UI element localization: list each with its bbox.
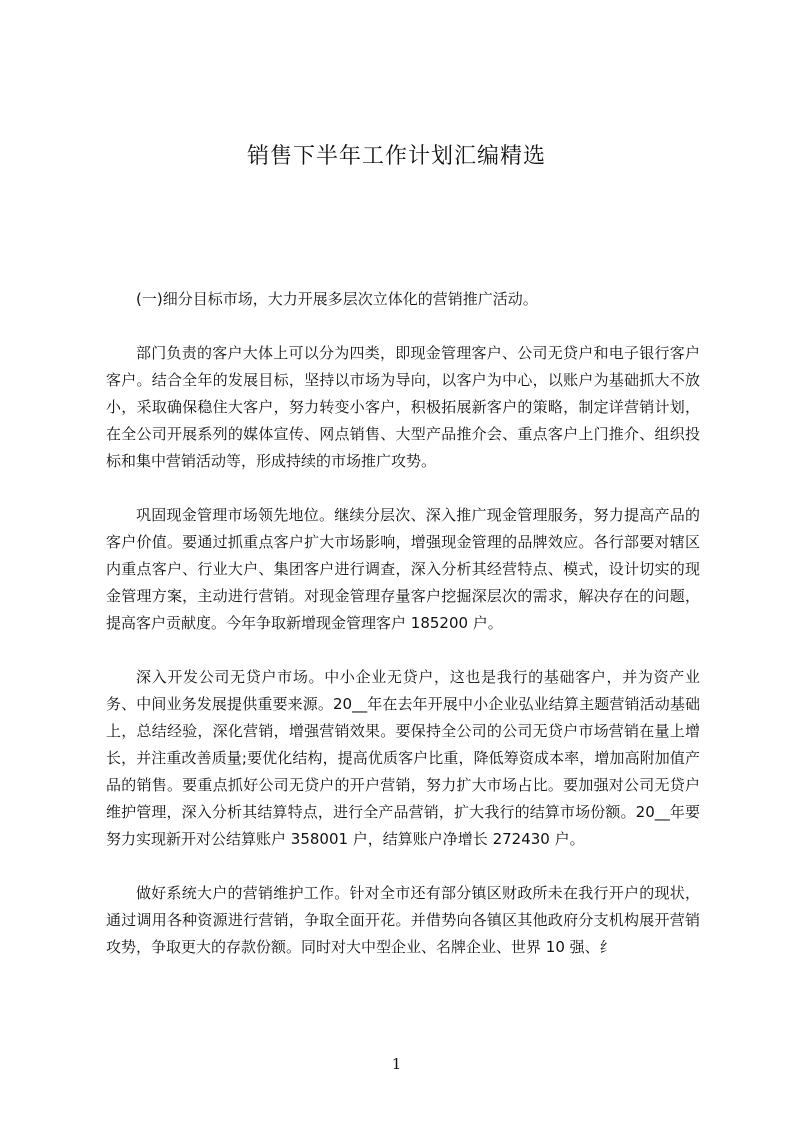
paragraph-cash-management: 巩固现金管理市场领先地位。继续分层次、深入推广现金管理服务，努力提高产品的客户价值。要通过抓重点客户扩大市场影响，增强现金管理的品牌效应。各行部要对辖区内重点客户、行业大户、集团客户进行调查，深入分析其经营特点、模式，设计切实的现金管理方案，主动进行营销。对现金管理存量客户挖掘深层次的需求，解决存在的问题，提高客户贡献度。今年争取新增现金管理客户 185200 户。 (106, 506, 700, 632)
paragraph-no-loan-customers: 深入开发公司无贷户市场。中小企业无贷户，这也是我行的基础客户，并为资产业务、中间业务发展提供重要来源。20__年在去年开展中小企业弘业结算主题营销活动基础上，总结经验，深化营销，增强营销效果。要保持全公司的公司无贷户市场营销在量上增长，并注重改善质量;要优化结构，提高优质客户比重，降低筹资成本率，增加高附加值产品的销售。要重点抓好公司无贷户的开户营销，努力扩大市场占比。要加强对公司无贷户维护管理，深入分析其结算特点，进行全产品营销，扩大我行的结算市场份额。20__年要努力实现新开对公结算账户 358001 户，结算账户净增长 272430 户。 (106, 668, 700, 848)
paragraph-customer-categories: 部门负责的客户大体上可以分为四类，即现金管理客户、公司无贷户和电子银行客户客户。结合全年的发展目标，坚持以市场为导向，以客户为中心，以账户为基础抓大不放小，采取确保稳住大客户，努力转变小客户，积极拓展新客户的策略，制定详营销计划，在全公司开展系列的媒体宣传、网点销售、大型产品推介会、重点客户上门推介、组织投标和集中营销活动等，形成持续的市场推广攻势。 (106, 344, 700, 470)
paragraph-system-accounts: 做好系统大户的营销维护工作。针对全市还有部分镇区财政所未在我行开户的现状，通过调用各种资源进行营销，争取全面开花。并借势向各镇区其他政府分支机构展开营销攻势，争取更大的存款份额。同时对大中型企业、名牌企业、世界 10 强、纟 (106, 884, 700, 956)
document-body (106, 286, 700, 961)
document-title: 销售下半年工作计划汇编精选 (246, 144, 546, 169)
section-heading: (一)细分目标市场，大力开展多层次立体化的营销推广活动。 (136, 290, 538, 308)
page-number: 1 (391, 1055, 402, 1073)
